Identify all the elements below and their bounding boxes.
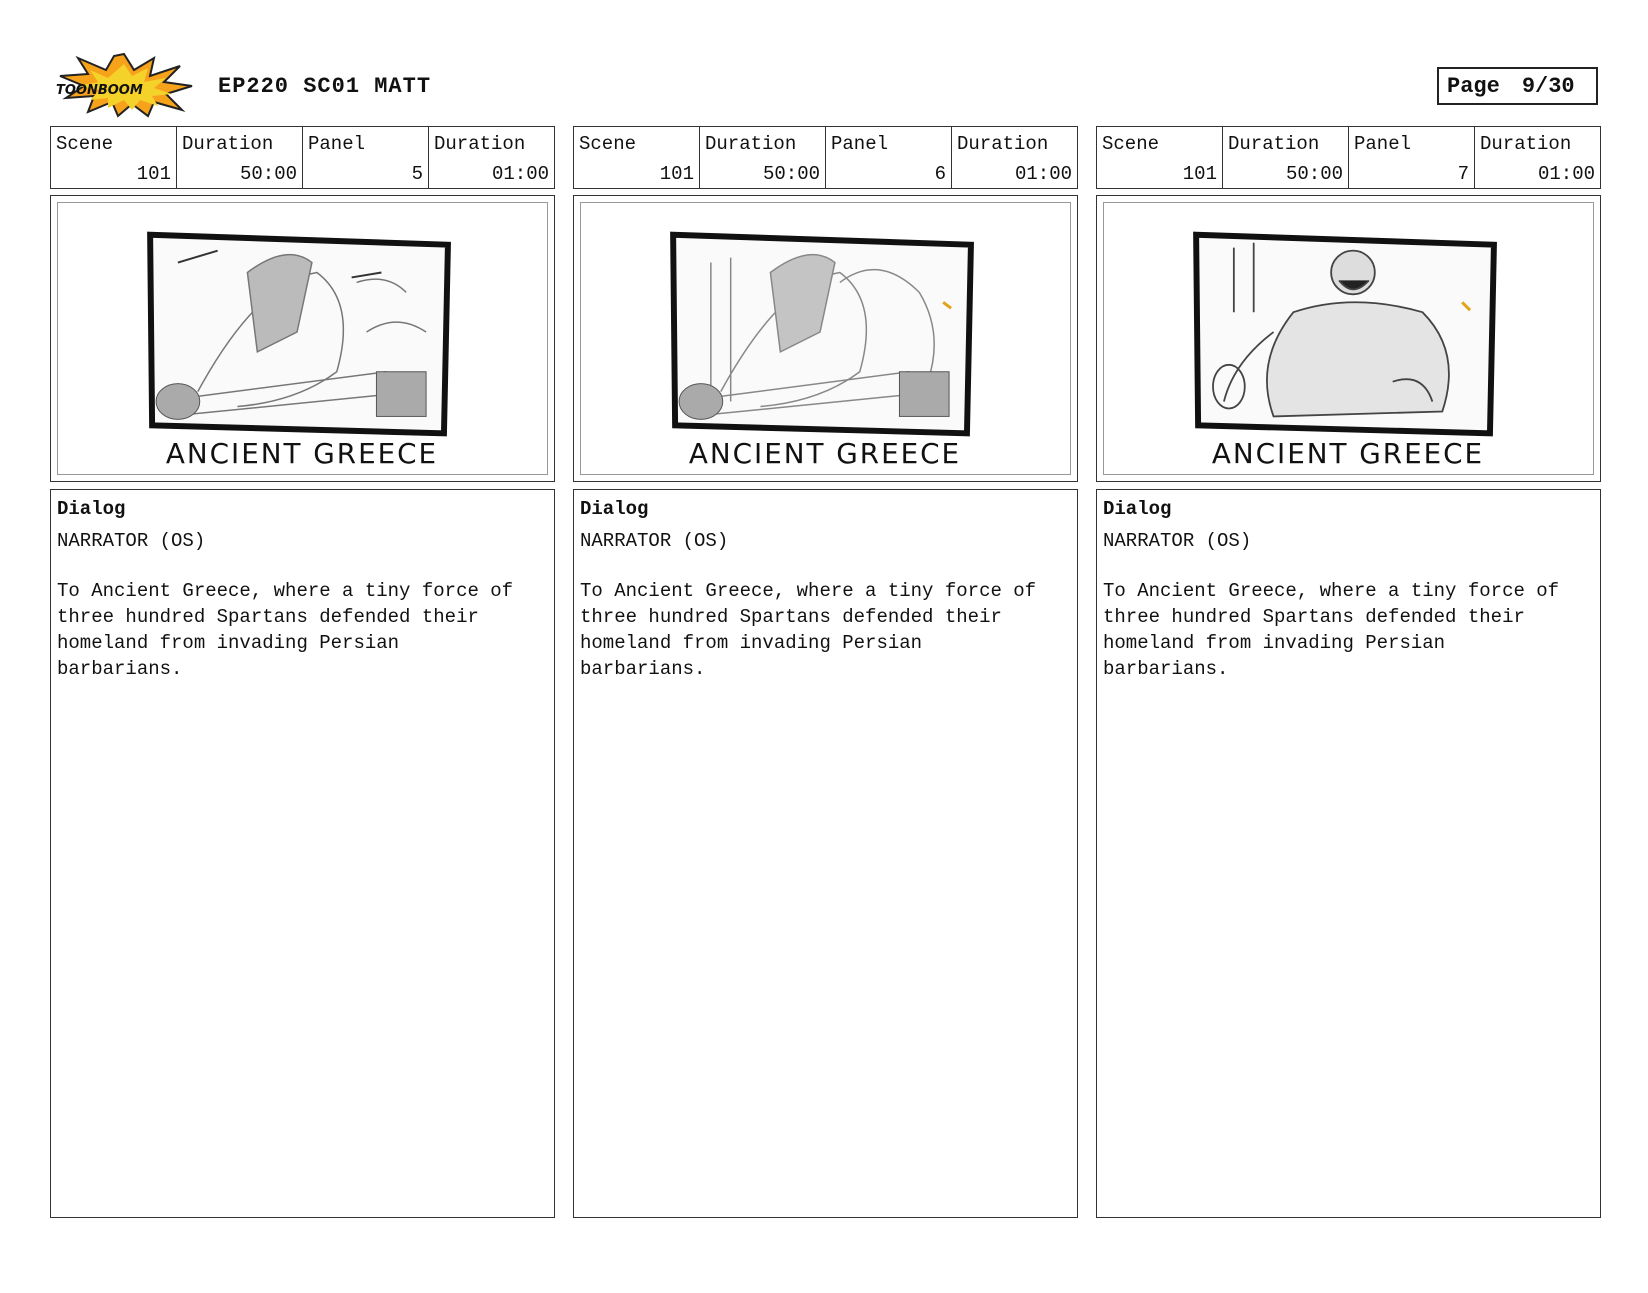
panel-info-bar <box>1096 126 1601 189</box>
scene-value: 101 <box>136 163 171 185</box>
panel-duration-value: 01:00 <box>491 163 549 185</box>
dialog-title: Dialog <box>1103 498 1172 520</box>
panel-value: 6 <box>934 163 946 185</box>
dialog-box <box>1096 489 1601 1218</box>
scene-cell <box>51 127 177 188</box>
storyboard-panel-column <box>50 126 555 1218</box>
duration-value: 50:00 <box>1285 163 1343 185</box>
dialog-box <box>573 489 1078 1218</box>
duration-label: Duration <box>705 133 797 155</box>
page-label: Page <box>1447 73 1500 99</box>
dialog-title: Dialog <box>57 498 126 520</box>
panel-info-bar <box>573 126 1078 189</box>
svg-text:TOONBOOM: TOONBOOM <box>56 83 143 98</box>
panel-cell <box>826 127 952 188</box>
dialog-text: To Ancient Greece, where a tiny force of three hundred Spartans defended their homeland from invading Persian barbarians. <box>57 580 514 680</box>
panel-info-bar <box>50 126 555 189</box>
dialog-title: Dialog <box>580 498 649 520</box>
duration-label: Duration <box>182 133 274 155</box>
scene-duration-cell <box>177 127 303 188</box>
duration-value: 50:00 <box>762 163 820 185</box>
panel-duration-label: Duration <box>434 133 526 155</box>
panel-duration-value: 01:00 <box>1014 163 1072 185</box>
page-number: 9/30 <box>1521 73 1575 99</box>
svg-text:ANCIENT GREECE: ANCIENT GREECE <box>1211 437 1485 471</box>
scene-cell <box>1097 127 1223 188</box>
panel-duration-cell <box>429 127 554 188</box>
scene-duration-cell <box>700 127 826 188</box>
scene-duration-cell <box>1223 127 1349 188</box>
panel-label: Panel <box>308 133 366 155</box>
storyboard-panel-column <box>1096 126 1601 1218</box>
page-indicator <box>1437 67 1598 105</box>
svg-text:ANCIENT GREECE: ANCIENT GREECE <box>688 437 962 471</box>
storyboard-panel-column <box>573 126 1078 1218</box>
scene-cell <box>574 127 700 188</box>
panel-duration-cell <box>1475 127 1600 188</box>
panel-duration-value: 01:00 <box>1537 163 1595 185</box>
dialog-speaker: NARRATOR (OS) <box>580 530 729 552</box>
svg-text:ANCIENT GREECE: ANCIENT GREECE <box>165 437 439 471</box>
panel-cell <box>303 127 429 188</box>
dialog-text: To Ancient Greece, where a tiny force of three hundred Spartans defended their homeland from invading Persian barbarians. <box>1103 580 1560 680</box>
toonboom-logo <box>52 52 197 118</box>
panel-duration-label: Duration <box>957 133 1049 155</box>
panel-image-frame <box>50 195 555 482</box>
duration-value: 50:00 <box>239 163 297 185</box>
storyboard-title: EP220 SC01 MATT <box>218 74 432 99</box>
scene-label: Scene <box>1102 133 1160 155</box>
storyboard-sketch <box>581 203 1070 474</box>
storyboard-sketch <box>58 203 547 474</box>
panel-cell <box>1349 127 1475 188</box>
dialog-text: To Ancient Greece, where a tiny force of three hundred Spartans defended their homeland from invading Persian barbarians. <box>580 580 1037 680</box>
panel-label: Panel <box>1354 133 1412 155</box>
panel-image-frame <box>573 195 1078 482</box>
scene-label: Scene <box>579 133 637 155</box>
storyboard-sketch <box>1104 203 1593 474</box>
scene-label: Scene <box>56 133 114 155</box>
scene-value: 101 <box>659 163 694 185</box>
panel-duration-label: Duration <box>1480 133 1572 155</box>
scene-value: 101 <box>1182 163 1217 185</box>
panel-duration-cell <box>952 127 1077 188</box>
panel-value: 7 <box>1457 163 1469 185</box>
panel-image-frame <box>1096 195 1601 482</box>
panel-label: Panel <box>831 133 889 155</box>
dialog-speaker: NARRATOR (OS) <box>1103 530 1252 552</box>
panel-value: 5 <box>411 163 423 185</box>
duration-label: Duration <box>1228 133 1320 155</box>
dialog-speaker: NARRATOR (OS) <box>57 530 206 552</box>
dialog-box <box>50 489 555 1218</box>
